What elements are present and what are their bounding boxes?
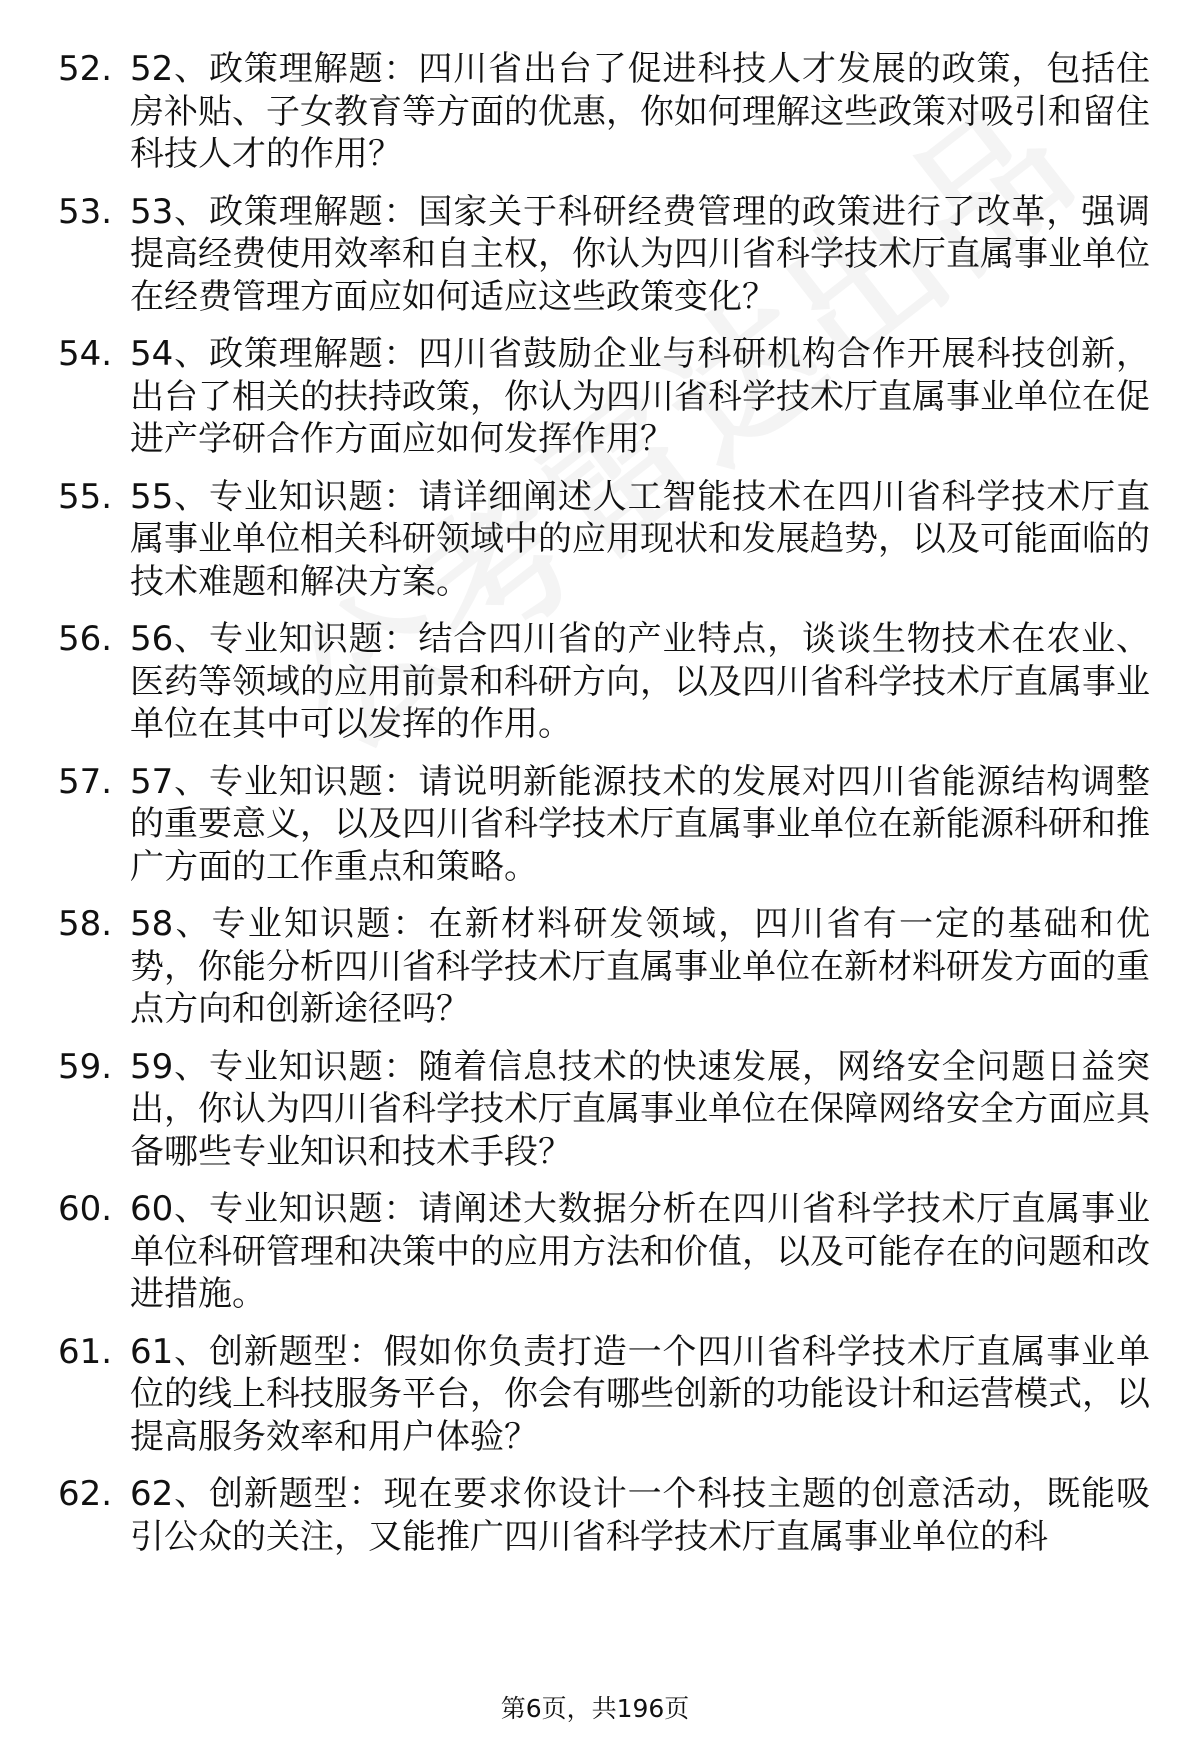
question-number: 55. <box>58 476 113 517</box>
question-number: 59. <box>58 1046 113 1087</box>
question-number: 62. <box>58 1474 113 1514</box>
question-number: 57. <box>58 761 113 802</box>
question-item <box>0 903 1190 1031</box>
question-item <box>0 333 1190 461</box>
question-item <box>0 618 1190 746</box>
question-text: 59、专业知识题：随着信息技术的快速发展，网络安全问题日益突出，你认为四川省科学技术厅直属事业单位在保障网络安全方面应具备哪些专业知识和技术手段？ <box>130 1046 1150 1172</box>
question-number: 52. <box>58 49 113 89</box>
question-number: 53. <box>58 191 113 232</box>
question-list <box>0 48 1190 1573</box>
question-item <box>0 761 1190 889</box>
question-item <box>0 48 1190 176</box>
question-number: 60. <box>58 1189 113 1229</box>
question-number: 58. <box>58 904 113 944</box>
question-text: 52、政策理解题：四川省出台了促进科技人才发展的政策，包括住房补贴、子女教育等方面的优惠，你如何理解这些政策对吸引和留住科技人才的作用？ <box>130 49 1150 174</box>
page-footer: 第6页，共196页 <box>500 1694 690 1723</box>
question-text: 54、政策理解题：四川省鼓励企业与科研机构合作开展科技创新，出台了相关的扶持政策，你认为四川省科学技术厅直属事业单位在促进产学研合作方面应如何发挥作用？ <box>130 334 1150 459</box>
question-item <box>0 191 1190 319</box>
question-item <box>0 1188 1190 1316</box>
question-text: 57、专业知识题：请说明新能源技术的发展对四川省能源结构调整的重要意义，以及四川省科学技术厅直属事业单位在新能源科研和推广方面的工作重点和策略。 <box>130 761 1150 887</box>
question-number: 56. <box>58 619 113 659</box>
question-item <box>0 1473 1190 1558</box>
question-text: 56、专业知识题：结合四川省的产业特点，谈谈生物技术在农业、医药等领域的应用前景和科研方向，以及四川省科学技术厅直属事业单位在其中可以发挥的作用。 <box>130 619 1150 744</box>
question-number: 54. <box>58 334 113 374</box>
question-text: 55、专业知识题：请详细阐述人工智能技术在四川省科学技术厅直属事业单位相关科研领域中的应用现状和发展趋势，以及可能面临的技术难题和解决方案。 <box>130 476 1150 602</box>
question-item <box>0 476 1190 604</box>
question-text: 61、创新题型：假如你负责打造一个四川省科学技术厅直属事业单位的线上科技服务平台，你会有哪些创新的功能设计和运营模式，以提高服务效率和用户体验？ <box>130 1331 1150 1457</box>
question-text: 53、政策理解题：国家关于科研经费管理的政策进行了改革，强调提高经费使用效率和自主权，你认为四川省科学技术厅直属事业单位在经费管理方面应如何适应这些政策变化？ <box>130 191 1150 317</box>
question-text: 62、创新题型：现在要求你设计一个科技主题的创意活动，既能吸引公众的关注，又能推广四川省科学技术厅直属事业单位的科 <box>130 1474 1150 1557</box>
question-item <box>0 1046 1190 1174</box>
question-text: 58、专业知识题：在新材料研发领域，四川省有一定的基础和优势，你能分析四川省科学技术厅直属事业单位在新材料研发方面的重点方向和创新途径吗？ <box>130 904 1150 1029</box>
question-text: 60、专业知识题：请阐述大数据分析在四川省科学技术厅直属事业单位科研管理和决策中的应用方法和价值，以及可能存在的问题和改进措施。 <box>130 1189 1150 1314</box>
question-number: 61. <box>58 1331 113 1372</box>
question-item <box>0 1331 1190 1459</box>
